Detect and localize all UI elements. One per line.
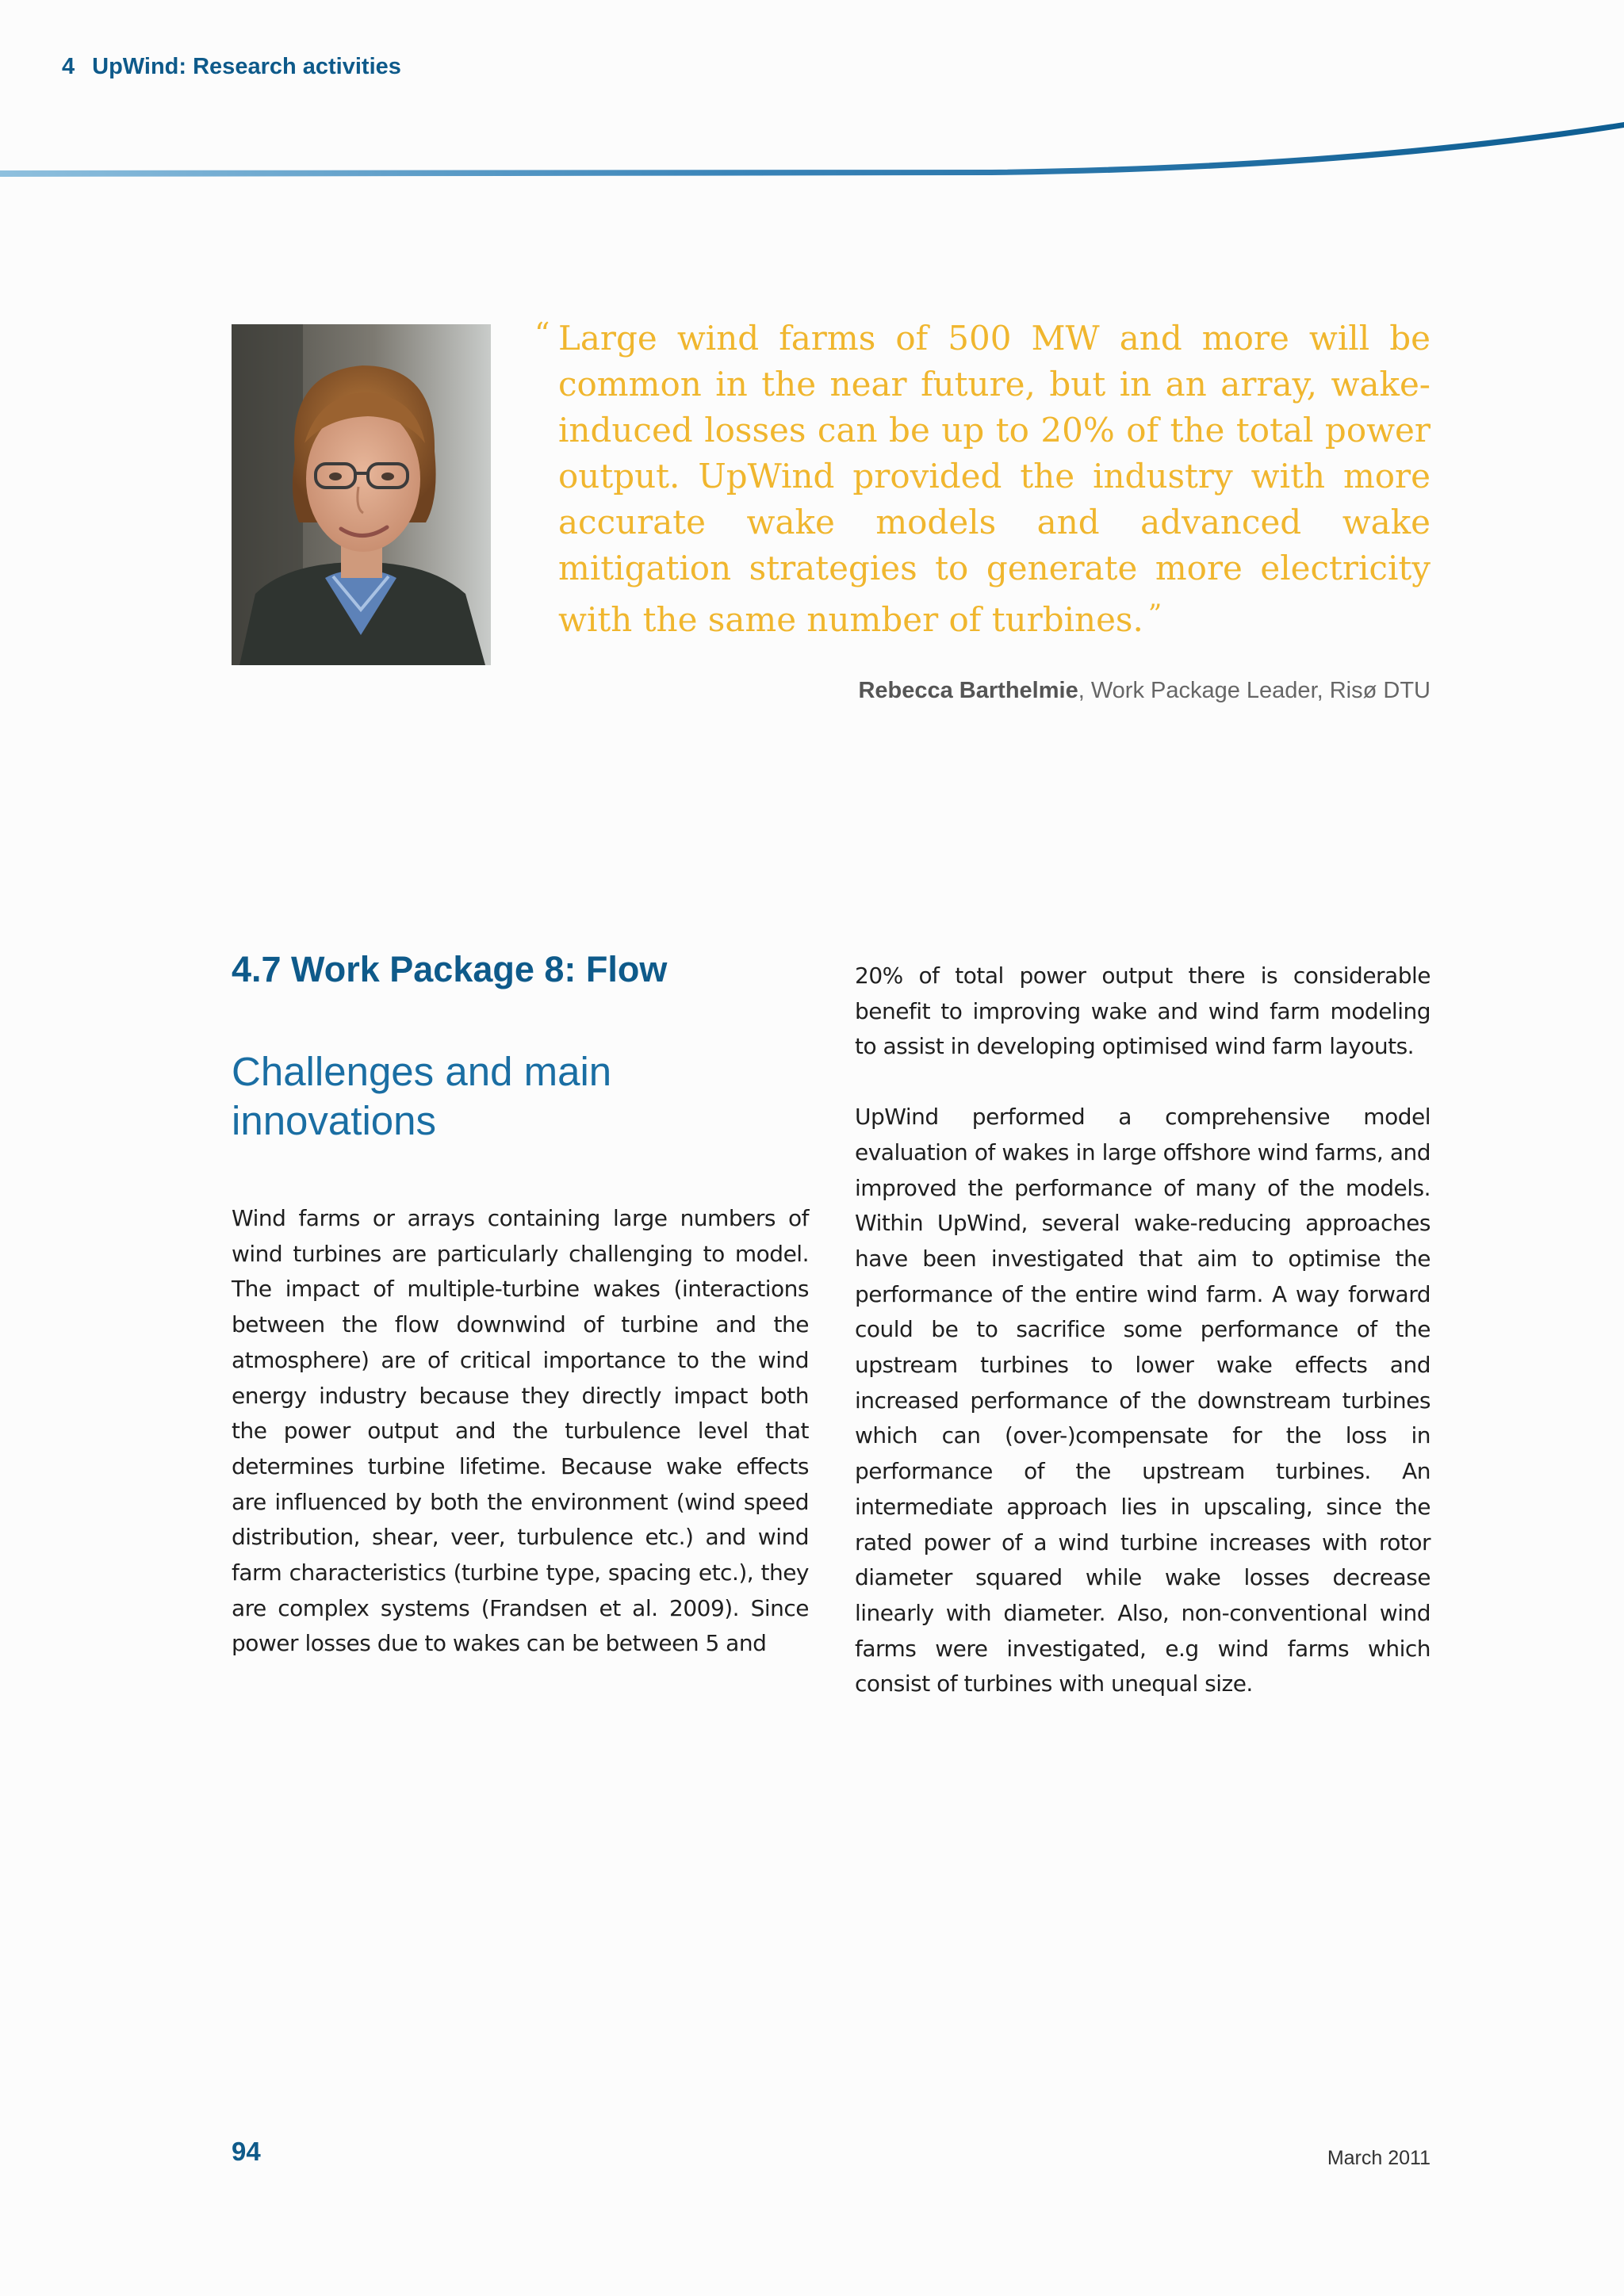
quote-text: Large wind farms of 500 MW and more will be common in the near future, but in an array, wake-induced losses can be up to 20% of the total power output. UpWind provided the industry with more accurate wake models and advanced wake mitigation strategies to generate more electricity with the same number of turbines. (558, 319, 1431, 639)
body-paragraph-right-2: UpWind performed a comprehensive model evaluation of wakes in large offshore wind farms, and improved the performance of many of the models. Within UpWind, several wake-reducing approaches have been investigated that aim to optimise the performance of the entire wind farm. A way forward could be to sacrifice some performance of the upstream turbines to lower wake effects and increased performance of the downstream turbines which can (over-)compensate for the loss in performance of the upstream turbines. An intermediate approach lies in upscaling, since the rated power of a wind turbine increases with rotor diameter squared while wake losses decrease linearly with diameter. Also, non-conventional wind farms were investigated, e.g wind farms which consist of turbines with unequal size. (855, 1104, 1431, 1697)
quote-text-container (558, 316, 1431, 643)
publication-date: March 2011 (1327, 2147, 1431, 2169)
body-paragraph-left: Wind farms or arrays containing large numbers of wind turbines are particularly challenging to model. The impact of multiple-turbine wakes (interactions between the flow downwind of turbine and the atmosphere) are of critical importance to the wind energy industry because they directly impact both the power output and the turbulence level that determines turbine lifetime. Because wake effects are influenced by both the environment (wind speed distribution, shear, veer, turbulence etc.) and wind farm characteristics (turbine type, spacing etc.), they are complex systems (Frandsen et al. 2009). Since power losses due to wakes can be between 5 and (232, 1205, 809, 1657)
quote-close-mark: ” (1147, 599, 1162, 630)
running-head (62, 54, 401, 80)
right-column (855, 959, 1431, 1702)
quote-author-role: , Work Package Leader, Risø DTU (1078, 678, 1431, 703)
subsection-title: Challenges and main innovations (232, 1049, 612, 1143)
author-portrait-photo (232, 324, 491, 665)
left-column (232, 947, 809, 1662)
quote-attribution (858, 678, 1431, 704)
section-title: 4.7 Work Package 8: Flow (232, 949, 668, 989)
body-paragraph-right-1: 20% of total power output there is considerable benefit to improving wake and wind farm modeling to assist in developing optimised wind farm layouts. (855, 962, 1431, 1060)
header-swoosh (0, 111, 1624, 182)
quote-open-mark: “ (534, 316, 550, 351)
page-number: 94 (232, 2137, 261, 2166)
quote-author-name: Rebecca Barthelmie (858, 678, 1078, 703)
pull-quote (534, 316, 1431, 643)
chapter-number: 4 (62, 54, 75, 79)
chapter-title: UpWind: Research activities (92, 54, 401, 79)
